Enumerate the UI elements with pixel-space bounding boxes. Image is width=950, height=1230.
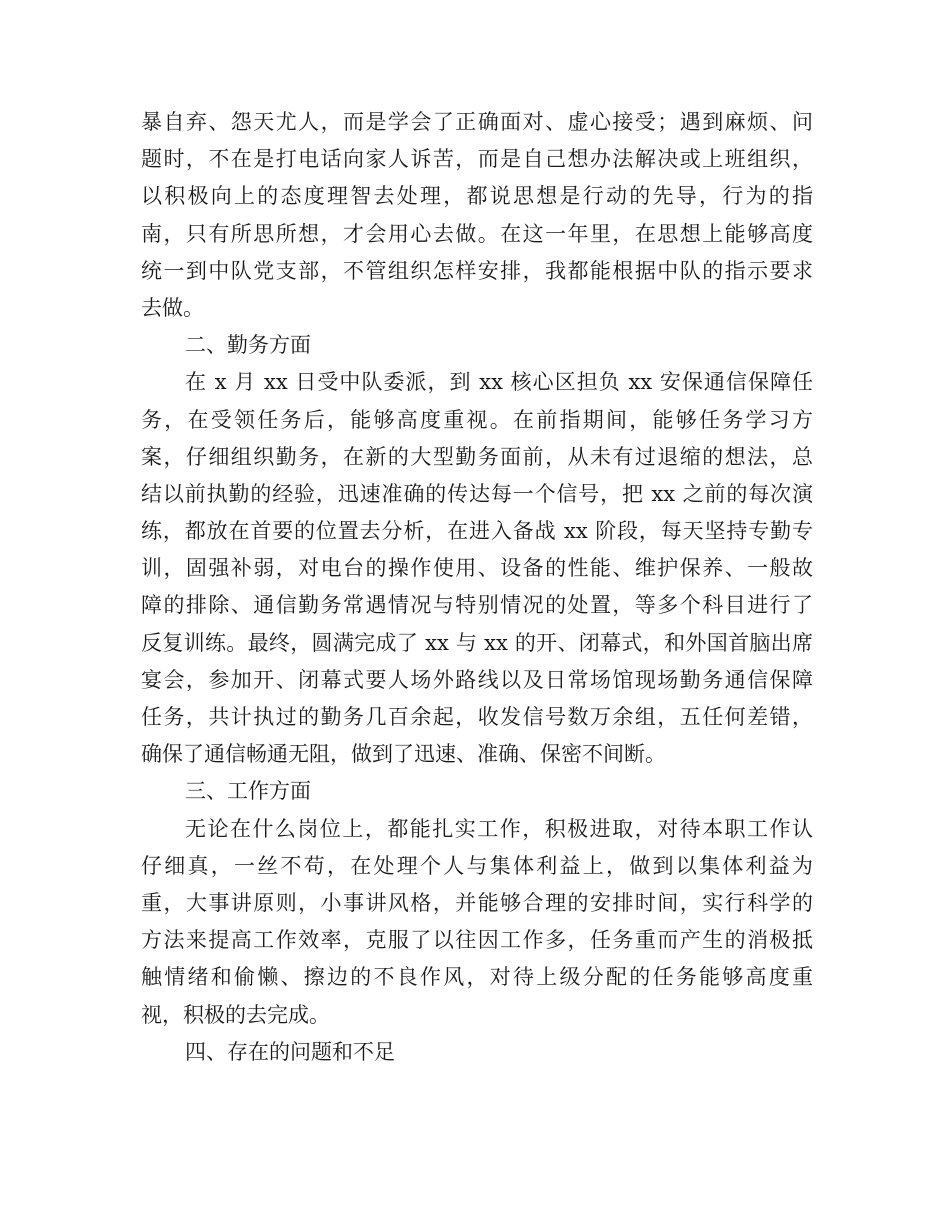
text-line: 重，大事讲原则，小事讲风格，并能够合理的安排时间，实行科学的 <box>141 890 813 915</box>
text-line: 统一到中队党支部，不管组织怎样安排，我都能根据中队的指示要求 <box>141 258 813 283</box>
section-heading-problems: 四、存在的问题和不足 <box>185 1039 395 1064</box>
section-heading-work: 三、工作方面 <box>185 779 311 804</box>
text-line: 练，都放在首要的位置去分析，在进入备战 xx 阶段，每天坚持专勤专 <box>141 519 813 544</box>
text-line: 训，固强补弱，对电台的操作使用、设备的性能、维护保养、一般故 <box>141 556 813 581</box>
text-line: 南，只有所思所想，才会用心去做。在这一年里，在思想上能够高度 <box>141 221 813 246</box>
text-line: 务，在受领任务后，能够高度重视。在前指期间，能够任务学习方 <box>141 407 813 432</box>
text-line: 宴会，参加开、闭幕式要人场外路线以及日常场馆现场勤务通信保障 <box>141 667 813 692</box>
text-line: 无论在什么岗位上，都能扎实工作，积极进取，对待本职工作认 <box>185 816 813 841</box>
text-line: 触情绪和偷懒、擦边的不良作风，对待上级分配的任务能够高度重 <box>141 965 813 990</box>
text-line: 反复训练。最终，圆满完成了 xx 与 xx 的开、闭幕式，和外国首脑出席 <box>141 630 813 655</box>
text-line: 以积极向上的态度理智去处理，都说思想是行动的先导，行为的指 <box>141 184 813 209</box>
document-body <box>141 104 813 1071</box>
text-line: 确保了通信畅通无阻，做到了迅速、准确、保密不间断。 <box>141 742 666 767</box>
text-line: 方法来提高工作效率，克服了以往因工作多，任务重而产生的消极抵 <box>141 928 813 953</box>
text-line: 仔细真，一丝不苟，在处理个人与集体利益上，做到以集体利益为 <box>141 853 813 878</box>
text-line: 在 x 月 xx 日受中队委派，到 xx 核心区担负 xx 安保通信保障任 <box>185 370 813 395</box>
section-heading-duty: 二、勤务方面 <box>185 333 311 358</box>
text-line: 案，仔细组织勤务，在新的大型勤务面前，从未有过退缩的想法，总 <box>141 444 813 469</box>
text-line: 题时，不在是打电话向家人诉苦，而是自己想办法解决或上班组织， <box>141 147 813 172</box>
text-line: 结以前执勤的经验，迅速准确的传达每一个信号，把 xx 之前的每次演 <box>141 481 813 506</box>
text-line: 任务，共计执过的勤务几百余起，收发信号数万余组，五任何差错， <box>141 705 813 729</box>
text-line: 暴自弃、怨天尤人，而是学会了正确面对、虚心接受；遇到麻烦、问 <box>141 110 813 134</box>
text-line: 障的排除、通信勤务常遇情况与特别情况的处置，等多个科目进行了 <box>141 593 813 618</box>
text-line: 视，积极的去完成。 <box>141 1002 330 1027</box>
text-line: 去做。 <box>141 295 204 320</box>
